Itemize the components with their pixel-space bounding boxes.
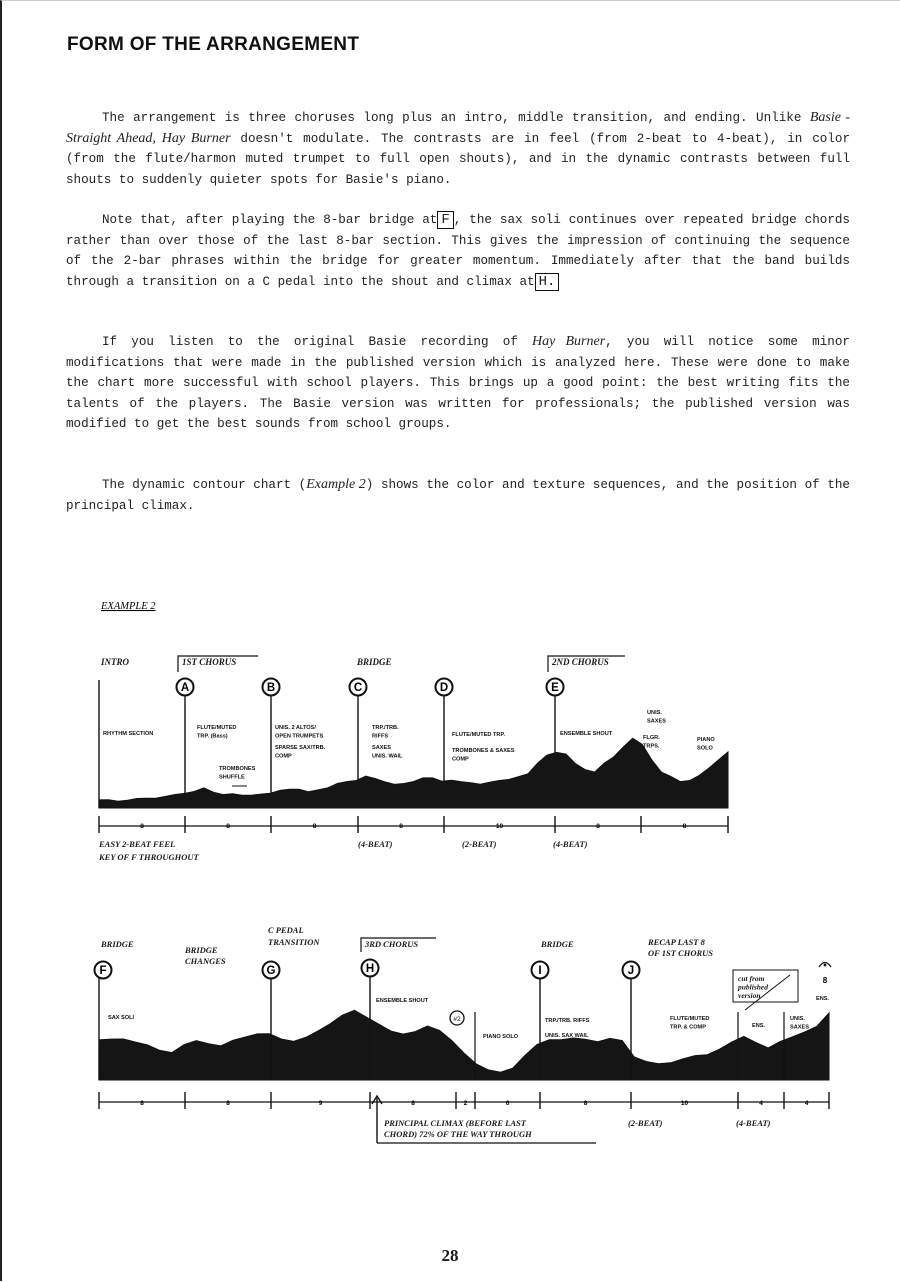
texture-label-9 [452,748,515,763]
feel-2-beat-a: (2-BEAT) [462,839,497,849]
bar-count: 8 [312,823,317,830]
texture-label-13-line: PIANO [697,737,715,743]
section-bridge-i: BRIDGE [541,939,574,949]
rehearsal-box-f: F [437,211,453,229]
texture-label-11-line: UNIS. [647,710,662,716]
marker-2-label: #2 [453,1016,461,1023]
texture-label-6-line: FLUTE/MUTED [670,1016,710,1022]
rehearsal-c: C [353,682,363,695]
p1-italic-title: Basie - Straight Ahead, Hay Burner [66,110,851,146]
texture-label-11 [647,710,666,725]
paragraph-4 [66,475,850,516]
example-label: EXAMPLE 2 [101,601,156,612]
bar-count: 8 [583,1100,588,1107]
bar-count: 9 [318,1100,323,1107]
section-1st-chorus: 1ST CHORUS [182,657,237,667]
feel-4-beat-b: (4-BEAT) [553,839,588,849]
texture-label-5-line: COMP [275,753,292,760]
texture-label-3-line: SHUFFLE [219,774,245,781]
texture-label-12-line: TRPS. [643,743,660,750]
bar-count: 2 [463,1100,468,1107]
texture-label-4-line: OPEN TRUMPETS [275,733,324,740]
cut-note-line: published [738,982,769,992]
texture-label-6-line: TRP./TRB. [372,725,399,731]
section-c-pedal-b: TRANSITION [268,937,320,947]
texture-label-4 [545,1018,590,1024]
dynamic-contour-chart [0,590,900,1150]
feel-key-of-f: KEY OF F THROUGHOUT [99,852,199,862]
texture-label-6-line: TRP. & COMP [670,1024,706,1031]
rehearsal-a: A [180,682,190,695]
p1-text-b: doesn't modulate. The contrasts are in feel (from 2-beat to 4-beat), in color (from the flute/harmon muted trumpet to full open shouts), and in the dynamic contrasts between full shouts to suddenly quieter spots for Basie's piano. [66,131,851,187]
p3-text-a: If you listen to the original Basie recording of [102,335,533,349]
bar-count: 8 [399,823,403,830]
bar-count: 8 [682,823,687,830]
section-recap-b: OF 1ST CHORUS [648,948,714,958]
texture-label-13-line: SOLO [697,745,713,752]
rehearsal-d: D [439,682,449,695]
texture-label-3-line: PIANO SOLO [483,1034,519,1040]
p4-text-b: ) shows the color and texture sequences, and the position of the principal climax. [66,478,850,513]
texture-label-13 [697,737,715,752]
paragraph-3 [66,332,850,435]
texture-label-9-line: ENS. [816,996,830,1002]
rehearsal-b: B [266,682,276,695]
climax-note-a: PRINCIPAL CLIMAX (BEFORE LAST [384,1118,526,1128]
p1-text-a: The arrangement is three choruses long plus an intro, middle transition, and ending. Unlike [102,111,810,125]
section-bridge: BRIDGE [357,657,392,667]
section-3rd-chorus: 3RD CHORUS [365,939,419,949]
section-intro: INTRO [101,657,130,667]
texture-label-8-line: UNIS. [790,1016,805,1022]
texture-label-4-line: TRP./TRB. RIFFS [545,1018,590,1024]
bar-count: 8 [226,823,230,830]
texture-label-4 [275,725,323,740]
cut-note-line: version [738,991,761,1000]
texture-label-2-line: FLUTE/MUTED [197,725,237,731]
texture-label-2-line: TRP. (Bass) [197,733,228,740]
texture-label-7-line: UNIS. WAIL [372,753,403,760]
texture-label-9-line: COMP [452,756,469,763]
feel-4-beat-a: (4-BEAT) [358,839,393,849]
rehearsal-f: F [99,965,107,978]
contour-system-1 [98,656,728,862]
texture-label-1 [108,1015,135,1021]
p3-text-b: , you will notice some minor modifications that were made in the published version which is analyzed here. These were done to make the chart more successful with school players. This brings up a good point: the best writing fits the talents of the players. The Basie version was written for professionals; the published version was modified to get the best sounds from school groups. [66,335,850,432]
cut-note-line: cut from [738,974,765,983]
texture-label-2-line: ENSEMBLE SHOUT [376,998,429,1004]
p4-italic-ref: Example 2 [306,477,366,492]
texture-label-6-line: RIFFS [372,733,389,740]
fermata-dot [824,964,827,967]
fermata-number: 8 [822,976,828,985]
texture-label-9 [816,996,830,1002]
section-heading: FORM OF THE ARRANGEMENT [67,34,360,55]
climax-arrow [372,1096,382,1143]
contour-fill-1 [99,738,728,808]
texture-label-6 [372,725,399,740]
bar-count: 8 [140,823,144,830]
p3-italic-title: Hay Burner [532,334,606,349]
bar-count: 8 [596,823,600,830]
texture-label-8-line: SAXES [790,1024,809,1031]
texture-label-11-line: SAXES [647,718,666,725]
bar-count: 6 [505,1100,510,1107]
texture-label-7 [752,1023,766,1029]
section-bridge-changes-b: CHANGES [185,956,226,966]
bar-count: 8 [140,1100,144,1107]
bar-count: 10 [495,823,504,830]
texture-label-1-line: SAX SOLI [108,1015,135,1021]
paragraph-1 [66,108,850,190]
texture-label-4-line: UNIS. 2 ALTOS/ [275,725,316,731]
p4-text-a: The dynamic contour chart ( [102,478,307,492]
texture-label-10-line: ENSEMBLE SHOUT [560,731,613,737]
paragraph-2 [66,210,850,292]
p2-text-b: , the sax soli continues over repeated bridge chords rather than over those of the last 8-bar section. This gives the impression of continuing the sequence of the 2-bar phrases within the bridge for greater momentum. Immediately after that the band builds through a transition on a C pedal into the shout and climax at [66,213,850,289]
texture-label-12 [643,735,660,750]
texture-label-2 [197,725,236,740]
texture-label-7-line: ENS. [752,1023,766,1029]
climax-note-b: CHORD) 72% OF THE WAY THROUGH [384,1129,532,1139]
texture-label-12-line: FLGR. [643,735,660,741]
rehearsal-g: G [266,965,276,978]
texture-label-5-line: UNIS. SAX WAIL [545,1033,589,1039]
feel-easy-2-beat: EASY 2-BEAT FEEL [99,839,176,849]
texture-label-9-line: TROMBONES & SAXES [452,748,515,754]
section-recap-a: RECAP LAST 8 [648,937,705,947]
feel-4-beat-c: (4-BEAT) [736,1118,771,1128]
rehearsal-box-h: H. [535,273,560,291]
bar-count: 10 [680,1100,689,1107]
section-bridge-f: BRIDGE [101,939,134,949]
section-bridge-changes-a: BRIDGE [185,945,218,955]
texture-label-3-line: TROMBONES [219,766,256,772]
texture-label-2 [376,998,429,1004]
texture-label-5-line: SPARSE SAX/TRB. [275,745,326,751]
texture-label-3 [219,766,256,781]
bar-count: 8 [411,1100,415,1107]
texture-label-7 [372,745,403,760]
texture-label-6 [670,1016,709,1031]
bar-count: 4 [804,1100,809,1107]
bar-count: 8 [226,1100,230,1107]
contour-system-2 [95,925,832,1143]
section-2nd-chorus: 2ND CHORUS [552,657,609,667]
bar-count: 4 [759,1100,763,1107]
texture-label-8 [452,732,505,738]
texture-label-8 [790,1016,809,1031]
rehearsal-h: H [365,963,375,976]
texture-label-5 [545,1033,589,1039]
texture-label-5 [275,745,326,760]
texture-label-1-line: RHYTHM SECTION [103,731,154,737]
rehearsal-i: I [538,965,542,978]
rehearsal-j: J [627,965,635,978]
texture-label-3 [483,1034,519,1040]
rehearsal-e: E [551,682,559,695]
texture-label-8-line: FLUTE/MUTED TRP. [452,732,506,738]
section-c-pedal-a: C PEDAL [268,925,304,935]
texture-label-1 [103,731,153,737]
page-number: 28 [441,1246,459,1265]
p2-text-a: Note that, after playing the 8-bar bridge at [102,213,438,227]
feel-2-beat-b: (2-BEAT) [628,1118,663,1128]
texture-label-10 [560,731,613,737]
texture-label-7-line: SAXES [372,745,391,751]
